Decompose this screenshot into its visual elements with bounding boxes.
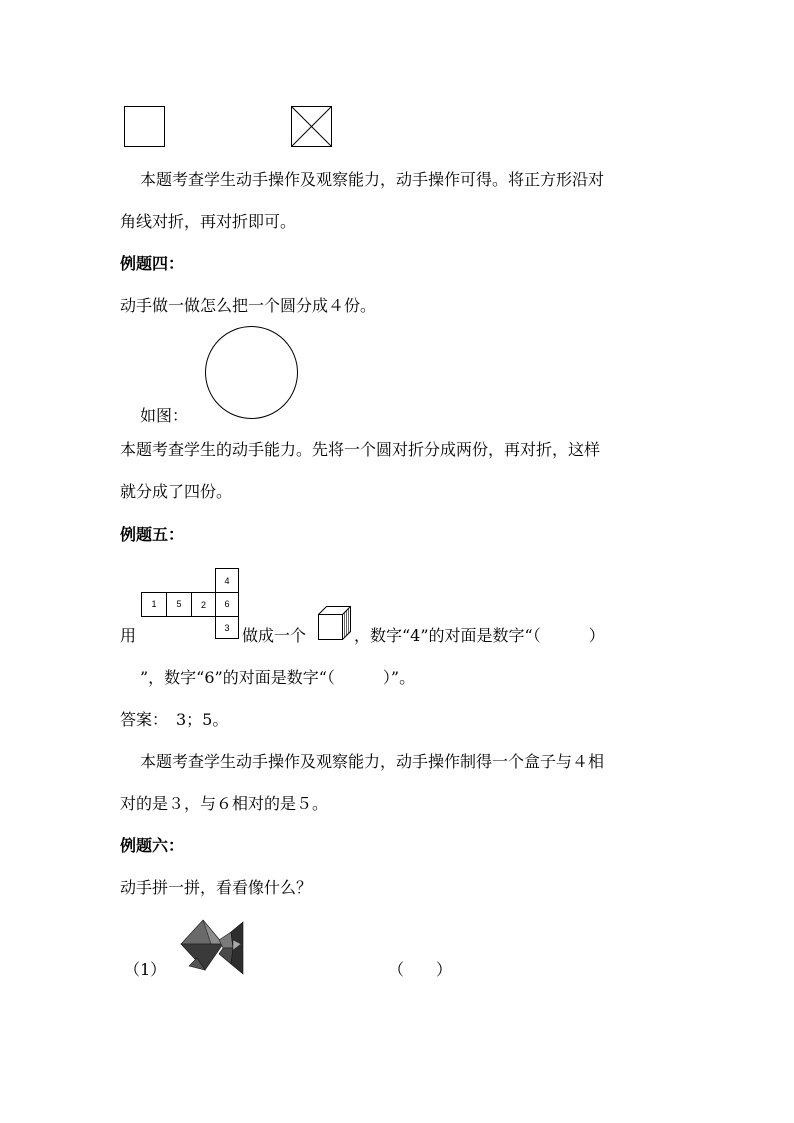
paragraph-line: 角线对折，再对折即可。 (120, 212, 297, 231)
example4-heading: 例题四： (120, 254, 185, 273)
circle-figure (203, 326, 301, 424)
cube-net-figure (141, 568, 239, 640)
net-face-number: 5 (176, 599, 182, 609)
example4-explain-line: 就分成了四份。 (120, 482, 233, 501)
net-face-number: 6 (224, 599, 230, 609)
cube-icon (318, 606, 352, 642)
figure-label: 如图： (140, 406, 189, 425)
example5-question-prefix: 用 (120, 626, 137, 645)
example5-explain-line: 对的是３，与６相对的是５。 (120, 794, 329, 813)
example5-heading: 例题五： (120, 525, 185, 544)
tangram-fish-icon (175, 918, 245, 976)
example4-question: 动手做一做怎么把一个圆分成４份。 (120, 296, 377, 315)
paragraph-line: 本题考查学生动手操作及观察能力，动手操作可得。将正方形沿对 (140, 170, 605, 189)
example4-explain-line: 本题考查学生的动手能力。先将一个圆对折分成两份，再对折，这样 (120, 440, 601, 459)
square-figure (124, 106, 166, 148)
answer-blank: （ ） (388, 960, 453, 979)
net-face-number: 3 (224, 623, 230, 633)
net-face-number: 2 (200, 600, 206, 610)
net-face-number: 1 (151, 599, 157, 609)
example6-heading: 例题六： (120, 836, 185, 855)
example5-answer: 答案： 3；5。 (120, 710, 229, 729)
example5-explain-line: 本题考查学生动手操作及观察能力，动手操作制得一个盒子与４相 (140, 752, 605, 771)
net-face-number: 4 (224, 576, 230, 586)
example5-question-mid: 做成一个 (242, 626, 307, 645)
square-with-diagonals-figure (291, 106, 333, 148)
example5-question-line2: ”，数字“6”的对面是数字“（ ）”。 (140, 668, 416, 687)
example5-question-rest: ，数字“4”的对面是数字“（ ） (354, 626, 605, 645)
example6-question: 动手拼一拼，看看像什么？ (120, 878, 313, 897)
item-label: （1） (124, 960, 167, 979)
